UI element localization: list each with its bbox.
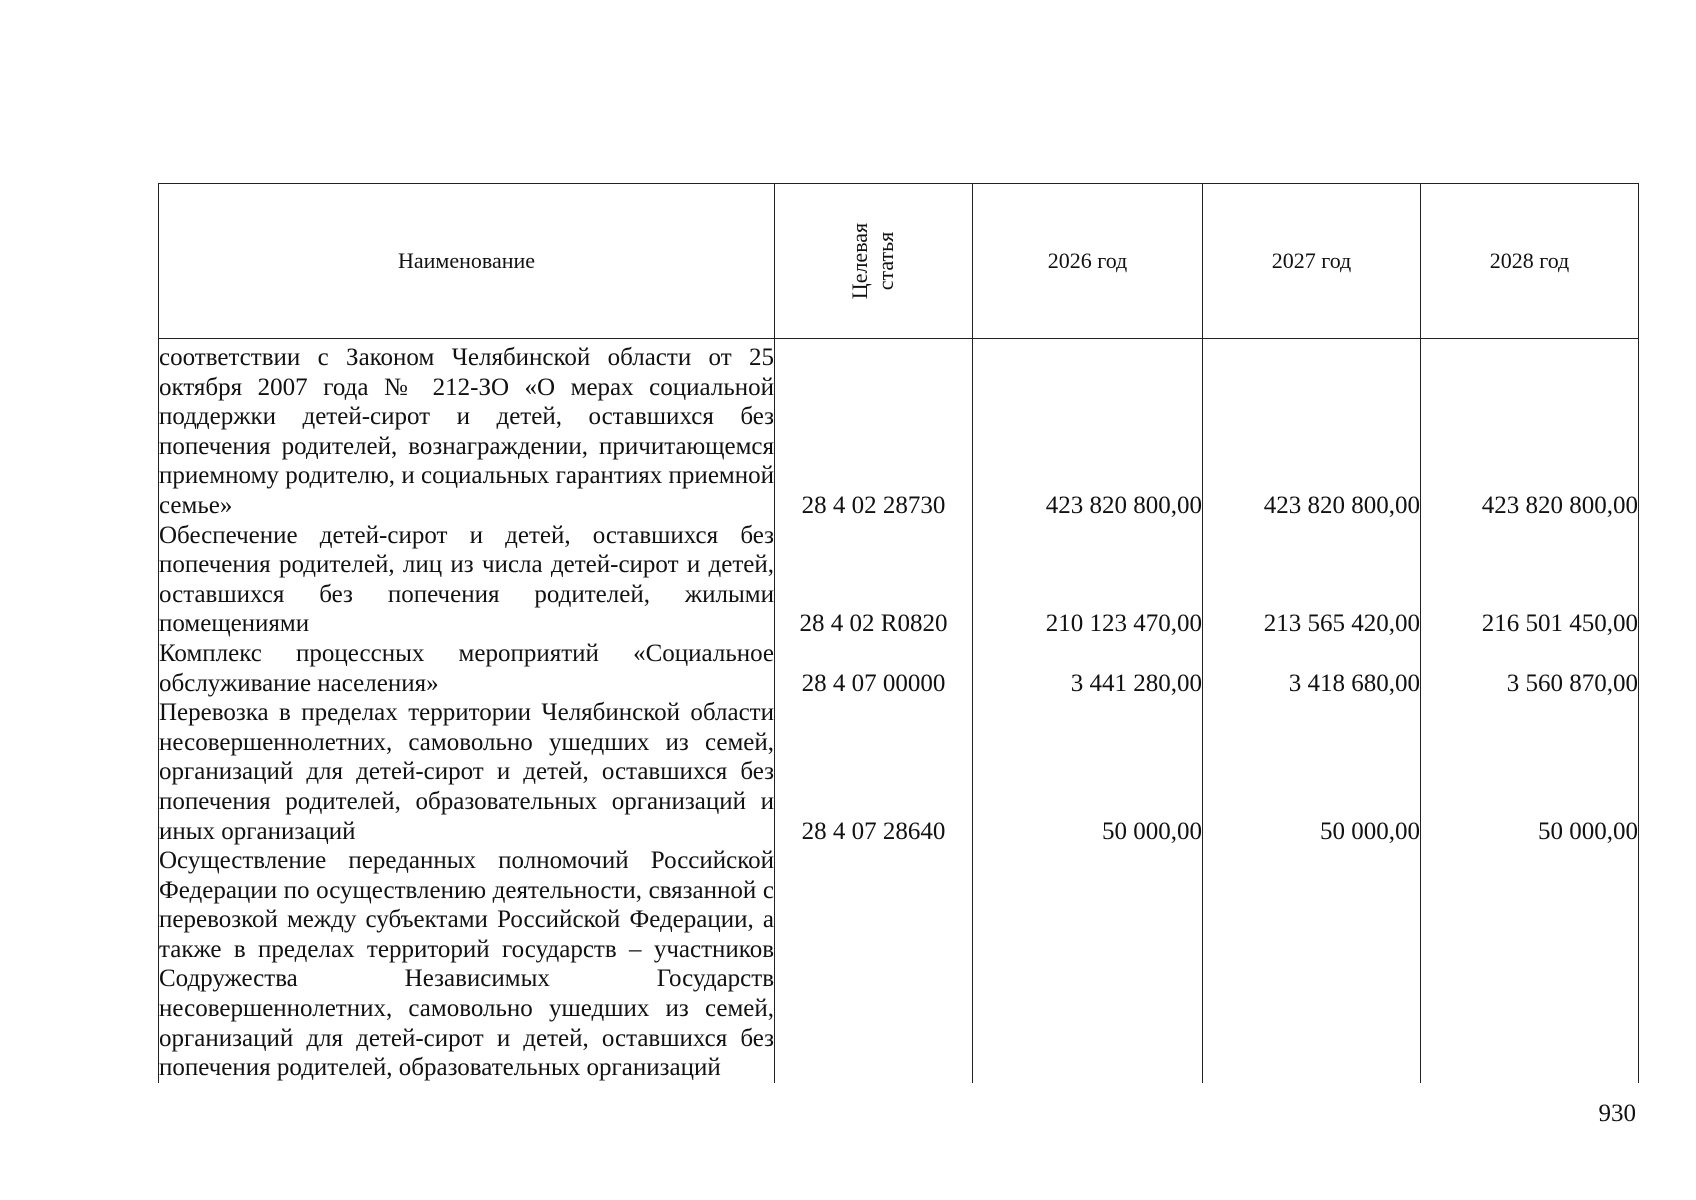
row-value-2028: 216 501 450,00 [1421, 521, 1639, 639]
row-value-2028: 3 560 870,00 [1421, 639, 1639, 698]
row-value-2027: 50 000,00 [1203, 698, 1421, 846]
table-row [159, 846, 1639, 1083]
row-name: Обеспечение детей-сирот и детей, оставшихся без попечения родителей, лиц из числа детей-сирот и детей, оставшихся без попечения родителей, жилыми помещениями [159, 521, 774, 638]
row-code: 28 4 07 00000 [775, 639, 973, 698]
row-code: 28 4 07 28640 [775, 698, 973, 846]
row-code: 28 4 02 R0820 [775, 521, 973, 639]
row-code [775, 846, 973, 1083]
row-name: Осуществление переданных полномочий Российской Федерации по осуществлению деятельности, связанной с перевозкой между субъектами Российской Федерации, а также в пределах территорий государств – участников Содружества Независимых Государств несовершеннолетних, самовольно ушедших из семей, организаций для детей-сирот и детей, оставшихся без попечения родителей, образовательных организаций [159, 847, 774, 1082]
row-value-2026: 423 820 800,00 [973, 339, 1203, 521]
header-year-2026: 2026 год [973, 184, 1203, 339]
row-name: соответствии с Законом Челябинской области от 25 октября 2007 года № 212-ЗО «О мерах социальной поддержки детей-сирот и детей, оставшихся без попечения родителей, вознаграждении, причитающемся приемному родителю, и социальных гарантиях приемной семье» [159, 339, 775, 521]
table-row [159, 639, 1639, 698]
row-value-2027: 213 565 420,00 [1203, 521, 1421, 639]
row-value-2026: 3 441 280,00 [973, 639, 1203, 698]
table-header [159, 184, 1639, 339]
header-code-line1: Целевая [847, 222, 873, 300]
budget-table [158, 183, 1639, 1083]
header-code [775, 184, 973, 339]
row-value-2027: 423 820 800,00 [1203, 339, 1421, 521]
header-name: Наименование [159, 184, 775, 339]
page-number: 930 [1598, 1100, 1636, 1127]
row-value-2026: 210 123 470,00 [973, 521, 1203, 639]
row-value-2027 [1203, 846, 1421, 1083]
row-name: Перевозка в пределах территории Челябинской области несовершеннолетних, самовольно ушедших из семей, организаций для детей-сирот и детей, оставшихся без попечения родителей, образовательных организаций и иных организаций [159, 699, 774, 845]
table-row [159, 339, 1639, 521]
table-row [159, 698, 1639, 846]
table-body [159, 339, 1639, 1083]
row-value-2028: 423 820 800,00 [1421, 339, 1639, 521]
table-row [159, 521, 1639, 639]
row-value-2028: 50 000,00 [1421, 698, 1639, 846]
row-value-2028 [1421, 846, 1639, 1083]
header-year-2028: 2028 год [1421, 184, 1639, 339]
row-value-2027: 3 418 680,00 [1203, 639, 1421, 698]
row-code: 28 4 02 28730 [775, 339, 973, 521]
header-year-2027: 2027 год [1203, 184, 1421, 339]
row-value-2026: 50 000,00 [973, 698, 1203, 846]
row-value-2026 [973, 846, 1203, 1083]
row-name: Комплекс процессных мероприятий «Социальное обслуживание населения» [159, 639, 774, 697]
header-code-line2: статья [873, 231, 899, 291]
